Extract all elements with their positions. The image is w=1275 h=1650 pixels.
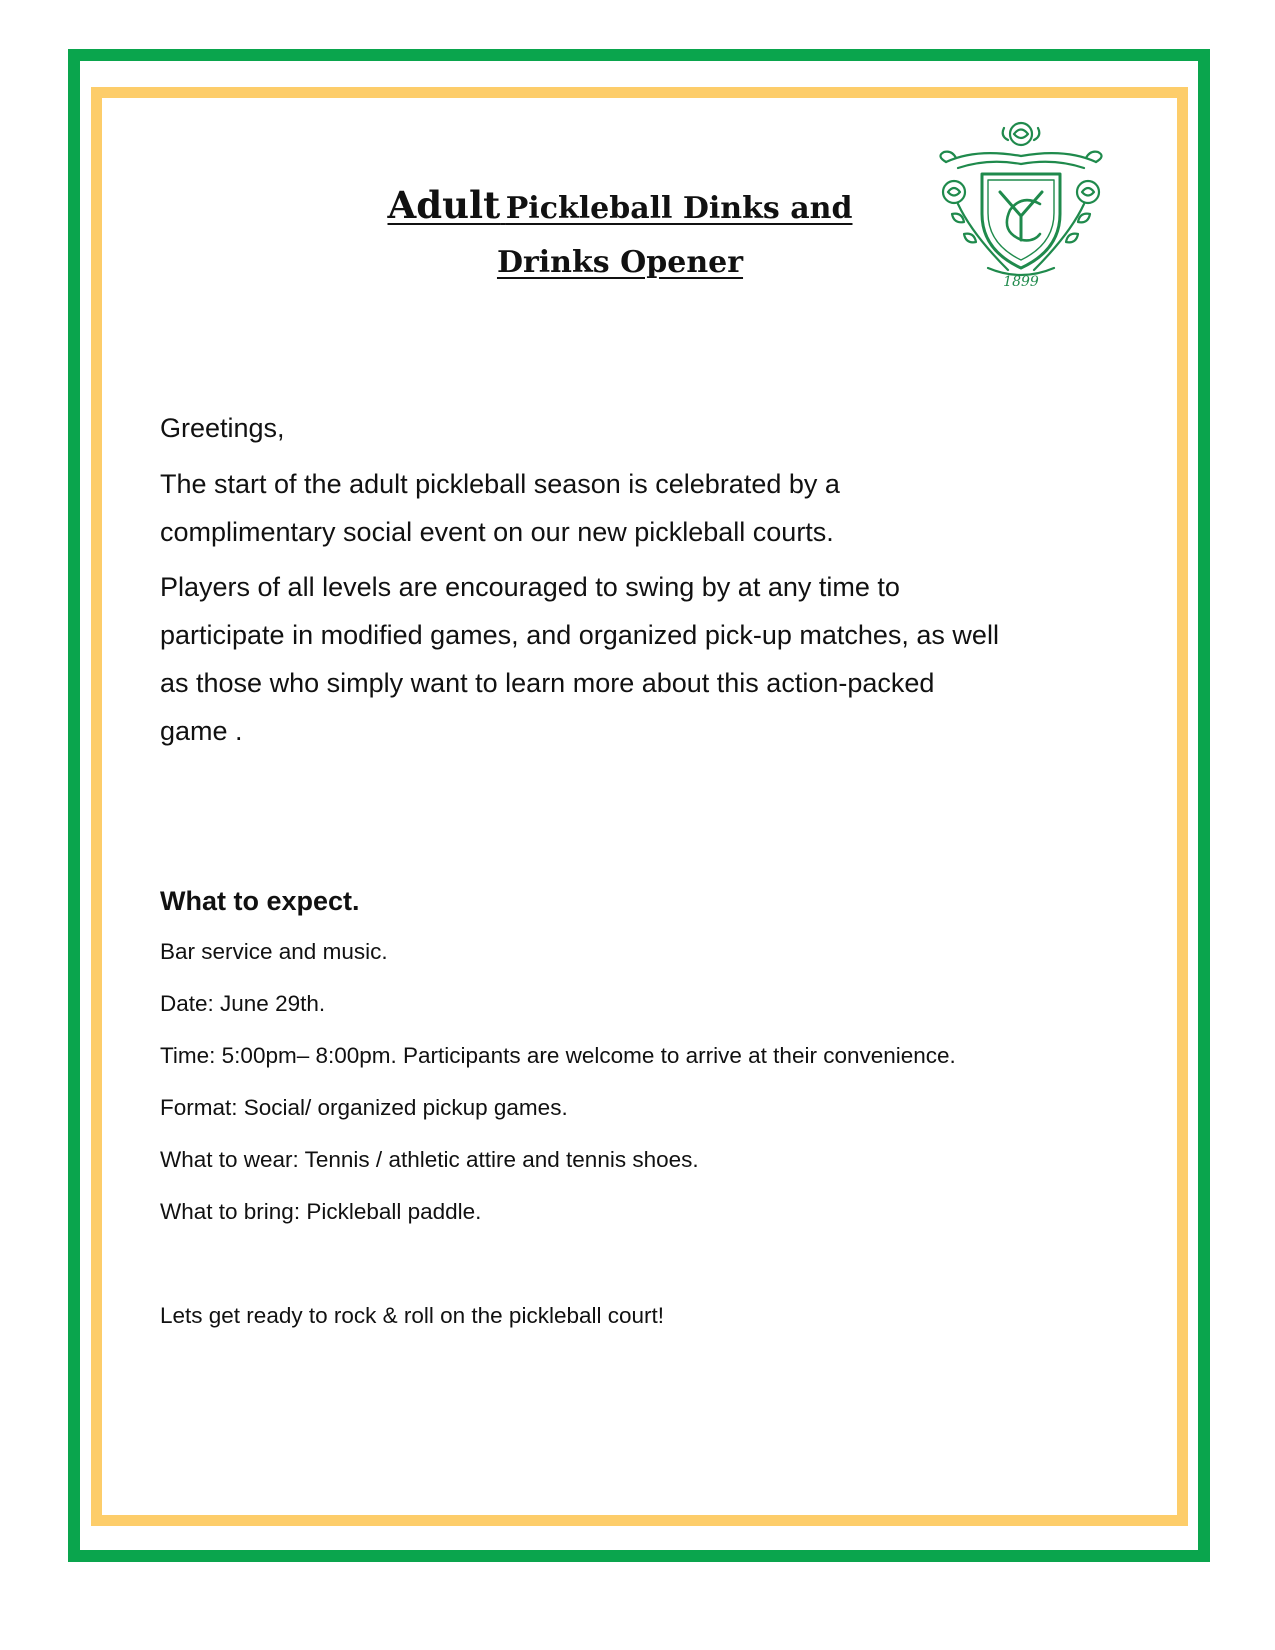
paragraph-2-line-1: Players of all levels are encouraged to swing by at any time to [160, 572, 900, 602]
paragraph-2-line-2: participate in modified games, and organized pick-up matches, as well [160, 620, 999, 650]
paragraph-1 [160, 460, 1120, 556]
title-line2: Drinks Opener [496, 245, 744, 280]
crest-year: 1899 [1003, 274, 1039, 290]
title-line1-rest: Pickleball Dinks and [505, 191, 853, 226]
expect-item-5-block [160, 1198, 1120, 1226]
expect-item-4-block [160, 1146, 1120, 1174]
expect-heading: What to expect. [160, 886, 360, 916]
expect-item-wear: What to wear: Tennis / athletic attire and tennis shoes. [160, 1147, 699, 1172]
expect-item-format: Format: Social/ organized pickup games. [160, 1095, 568, 1120]
greeting: Greetings, [160, 413, 285, 443]
expect-item-3-block [160, 1094, 1120, 1122]
page-title [360, 180, 880, 292]
expect-heading-block [160, 886, 1120, 917]
paragraph-2 [160, 563, 1120, 755]
expect-item-date: Date: June 29th. [160, 991, 326, 1016]
closing-line: Lets get ready to rock & roll on the pickleball court! [160, 1303, 665, 1328]
expect-item-time: Time: 5:00pm– 8:00pm. Participants are welcome to arrive at their convenience. [160, 1043, 956, 1068]
paragraph-1-line-1: The start of the adult pickleball season is celebrated by a [160, 469, 840, 499]
expect-item-1-block [160, 990, 1120, 1018]
expect-item: Bar service and music. [160, 939, 388, 964]
paragraph-2-line-4: game . [160, 716, 243, 746]
title-word-adult: Adult [387, 183, 501, 227]
paragraph-1-line-2: complimentary social event on our new pickleball courts. [160, 517, 834, 547]
expect-item-0-block [160, 938, 1120, 966]
paragraph-2-line-3: as those who simply want to learn more about this action-packed [160, 668, 935, 698]
club-crest-logo [928, 118, 1114, 294]
intro-section [160, 404, 1120, 452]
expect-item-bring: What to bring: Pickleball paddle. [160, 1199, 482, 1224]
closing-block [160, 1302, 1120, 1330]
expect-item-2-block [160, 1042, 1120, 1070]
